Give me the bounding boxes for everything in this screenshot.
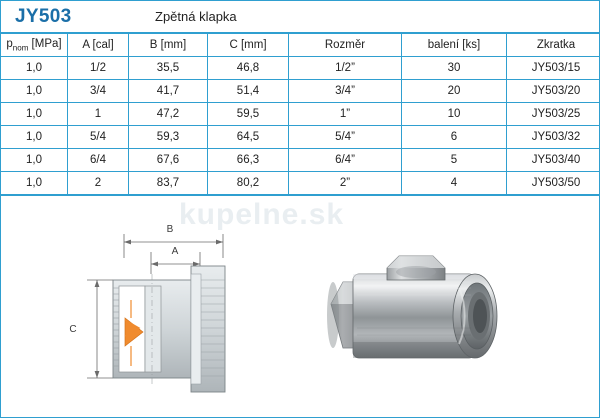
cell-c: 51,4 — [208, 80, 289, 103]
cell-size: 3/4” — [289, 80, 402, 103]
column-header-abbreviation: Zkratka — [507, 34, 600, 57]
cell-packaging: 10 — [402, 103, 507, 126]
cell-abbreviation: JY503/20 — [507, 80, 600, 103]
cell-packaging: 6 — [402, 126, 507, 149]
column-header-a: A [cal] — [68, 34, 129, 57]
table-row — [1, 80, 600, 103]
column-header-c: C [mm] — [208, 34, 289, 57]
specification-table — [1, 33, 600, 195]
cell-c: 59,5 — [208, 103, 289, 126]
cell-packaging: 30 — [402, 57, 507, 80]
watermark-text: kupelne.sk — [179, 198, 345, 231]
cell-b: 35,5 — [129, 57, 208, 80]
cell-b: 67,6 — [129, 149, 208, 172]
cell-abbreviation: JY503/15 — [507, 57, 600, 80]
column-header-b: B [mm] — [129, 34, 208, 57]
cell-a: 1 — [68, 103, 129, 126]
table-row — [1, 103, 600, 126]
dimension-label-a: A — [171, 246, 179, 257]
dimension-label-b: B — [166, 224, 174, 235]
cell-b: 41,7 — [129, 80, 208, 103]
cell-size: 2” — [289, 172, 402, 195]
cell-size: 1/2” — [289, 57, 402, 80]
technical-body — [113, 266, 225, 392]
cell-packaging: 5 — [402, 149, 507, 172]
cell-b: 47,2 — [129, 103, 208, 126]
cell-pnom: 1,0 — [1, 149, 68, 172]
table-row — [1, 126, 600, 149]
sheet-header — [1, 1, 599, 33]
cell-a: 1/2 — [68, 57, 129, 80]
drawing-panel — [1, 195, 599, 413]
cell-c: 64,5 — [208, 126, 289, 149]
cell-size: 1” — [289, 103, 402, 126]
cell-abbreviation: JY503/40 — [507, 149, 600, 172]
cell-abbreviation: JY503/25 — [507, 103, 600, 126]
product-code: JY503 — [15, 5, 72, 27]
cell-a: 2 — [68, 172, 129, 195]
cell-b: 83,7 — [129, 172, 208, 195]
cell-size: 5/4” — [289, 126, 402, 149]
table-body — [1, 57, 600, 195]
cell-a: 6/4 — [68, 149, 129, 172]
product-illustration — [1, 196, 599, 413]
table-row — [1, 172, 600, 195]
cell-c: 46,8 — [208, 57, 289, 80]
cell-a: 3/4 — [68, 80, 129, 103]
column-header-packaging: balení [ks] — [402, 34, 507, 57]
cell-c: 66,3 — [208, 149, 289, 172]
cell-abbreviation: JY503/50 — [507, 172, 600, 195]
cell-size: 6/4” — [289, 149, 402, 172]
table-row — [1, 149, 600, 172]
cell-packaging: 4 — [402, 172, 507, 195]
cell-packaging: 20 — [402, 80, 507, 103]
valve-photo — [327, 256, 497, 358]
cell-pnom: 1,0 — [1, 103, 68, 126]
cell-pnom: 1,0 — [1, 80, 68, 103]
cell-a: 5/4 — [68, 126, 129, 149]
cell-c: 80,2 — [208, 172, 289, 195]
cell-pnom: 1,0 — [1, 126, 68, 149]
column-header-size: Rozměr — [289, 34, 402, 57]
column-header-pnom: $p_{nom}$ [MPa] — [1, 34, 68, 57]
table-header-row — [1, 34, 600, 57]
cell-pnom: 1,0 — [1, 57, 68, 80]
cell-pnom: 1,0 — [1, 172, 68, 195]
cell-b: 59,3 — [129, 126, 208, 149]
cell-abbreviation: JY503/32 — [507, 126, 600, 149]
dimension-label-c: C — [69, 324, 77, 335]
product-title: Zpětná klapka — [155, 9, 237, 24]
table-row — [1, 57, 600, 80]
